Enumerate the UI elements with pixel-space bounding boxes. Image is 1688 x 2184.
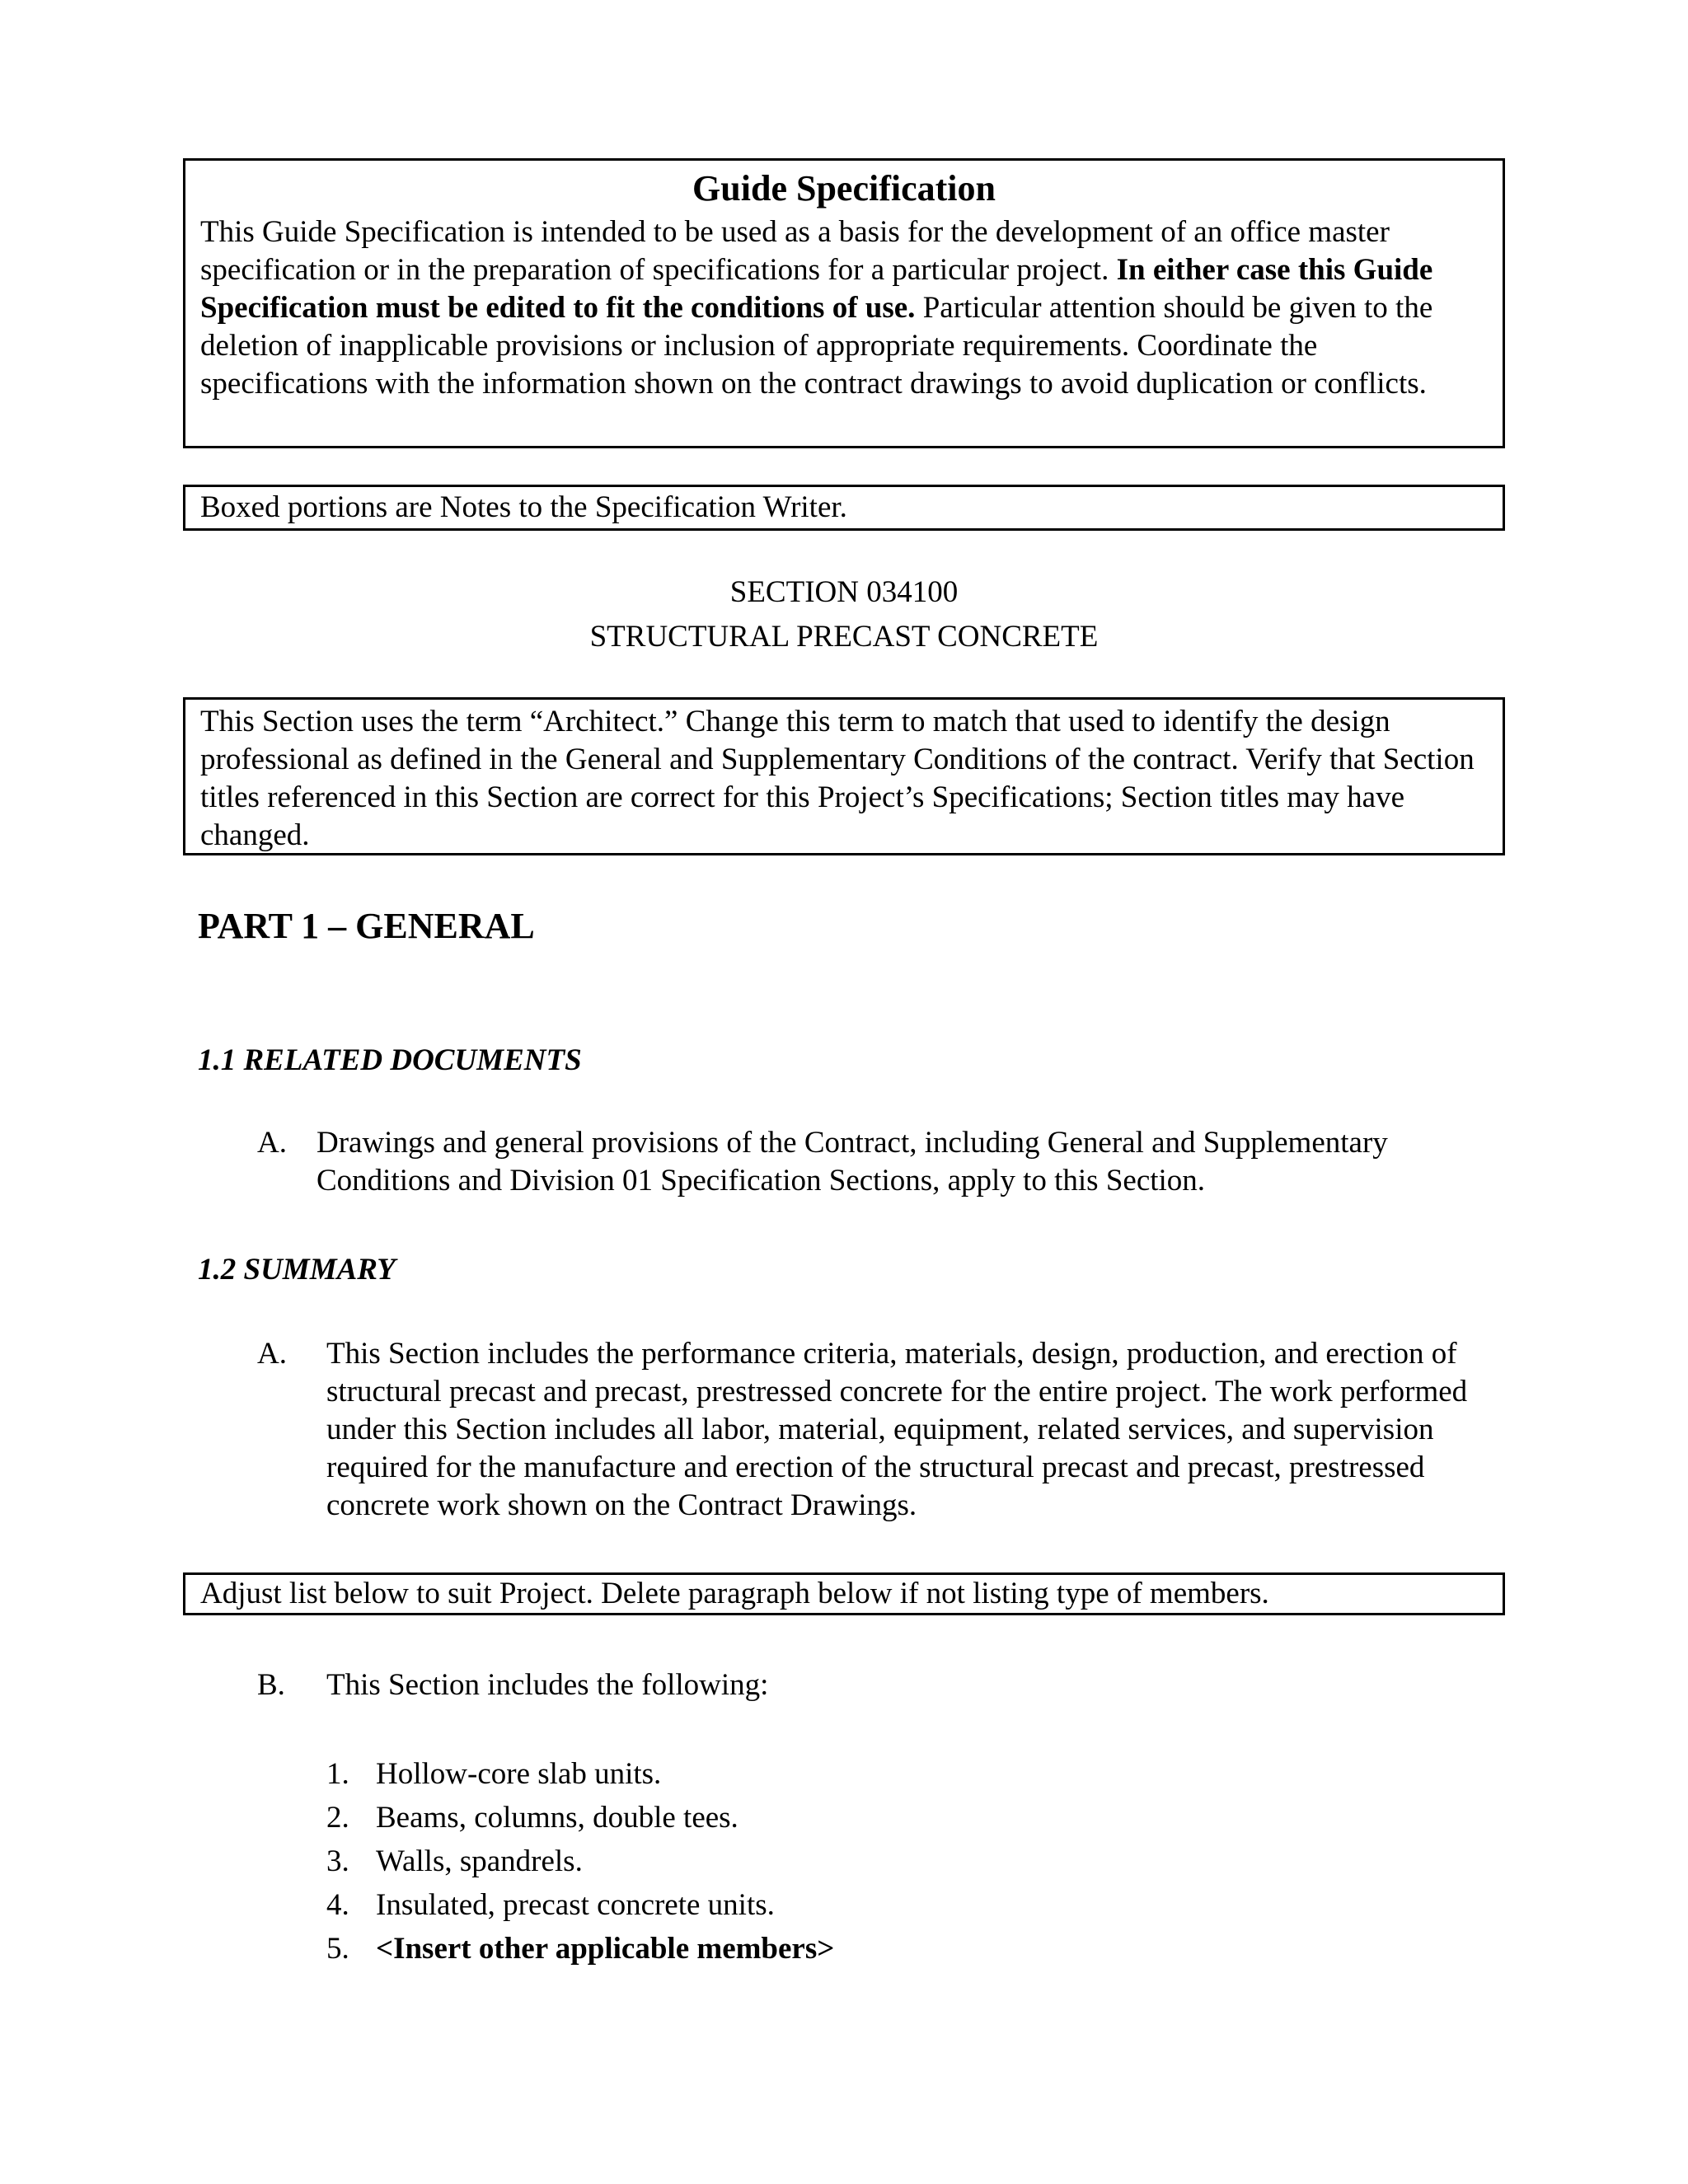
paragraph-text: This Section includes the performance criteria, materials, design, production, and erection of structural precast and precast, prestressed concrete for the entire project. The work performed under this Section includes all labor, material, equipment, related services, and supervision required for the manufacture and erection of the structural precast and precast, prestressed concrete work shown on the Contract Drawings.: [326, 1337, 1468, 1522]
list-item-text: Beams, columns, double tees.: [376, 1801, 738, 1835]
guide-text-bold: In either case this Guide Specification must be edited to fit the conditions of use.: [200, 253, 1433, 325]
guide-body: [200, 213, 1488, 403]
list-item-number: 3.: [326, 1844, 349, 1878]
list-item: [326, 1796, 834, 1840]
section-number: SECTION 034100: [729, 575, 959, 609]
section-title: STRUCTURAL PRECAST CONCRETE: [589, 620, 1099, 654]
list-item: [326, 1752, 834, 1796]
list-item-number: 5.: [326, 1932, 349, 1966]
guide-text-2: Particular attention should be given to the deletion of inapplicable provisions or inclusion of appropriate requirements. Coordinate the specifications with the information shown on the contract drawings to avoid duplication or conflicts.: [200, 291, 1433, 401]
article-heading-summary: 1.2 SUMMARY: [198, 1253, 396, 1286]
paragraph-letter: A.: [257, 1337, 287, 1371]
paragraph-related-documents-a: [257, 1124, 1493, 1200]
list-item-text: Hollow-core slab units.: [376, 1757, 662, 1791]
list-item-text: <Insert other applicable members>: [376, 1932, 835, 1966]
list-item-number: 2.: [326, 1801, 349, 1835]
part1-heading: PART 1 – GENERAL: [198, 906, 535, 946]
member-list: [326, 1752, 834, 1971]
list-item: [326, 1883, 834, 1927]
guide-specification-box: [183, 158, 1505, 448]
article-heading-related-documents: 1.1 RELATED DOCUMENTS: [198, 1043, 582, 1077]
list-item-number: 1.: [326, 1757, 349, 1791]
paragraph-summary-b: [257, 1666, 1493, 1704]
adjust-list-note: Adjust list below to suit Project. Delete paragraph below if not listing type of members.: [183, 1572, 1505, 1615]
list-item-number: 4.: [326, 1888, 349, 1922]
list-item-text: Walls, spandrels.: [376, 1844, 583, 1878]
list-item: [326, 1927, 834, 1971]
section-header: [183, 570, 1505, 659]
guide-text-1: This Guide Specification is intended to be used as a basis for the development of an office master specification or in the preparation of specifications for a particular project.: [200, 215, 1390, 287]
boxed-portions-note: Boxed portions are Notes to the Specification Writer.: [183, 485, 1505, 531]
list-item: [326, 1840, 834, 1883]
list-item-text: Insulated, precast concrete units.: [376, 1888, 775, 1922]
architect-term-note: This Section uses the term “Architect.” Change this term to match that used to identify the design professional as defined in the General and Supplementary Conditions of the contract. Verify that Section titles referenced in this Section are correct for this Project’s Specifications; Section titles may have changed.: [183, 697, 1505, 855]
paragraph-text: Drawings and general provisions of the Contract, including General and Supplementary Conditions and Division 01 Specification Sections, apply to this Section.: [316, 1126, 1388, 1197]
paragraph-summary-a: [257, 1335, 1493, 1525]
paragraph-letter: B.: [257, 1668, 285, 1702]
guide-title: Guide Specification: [692, 168, 996, 209]
paragraph-letter: A.: [257, 1126, 287, 1160]
paragraph-text: This Section includes the following:: [326, 1668, 769, 1702]
